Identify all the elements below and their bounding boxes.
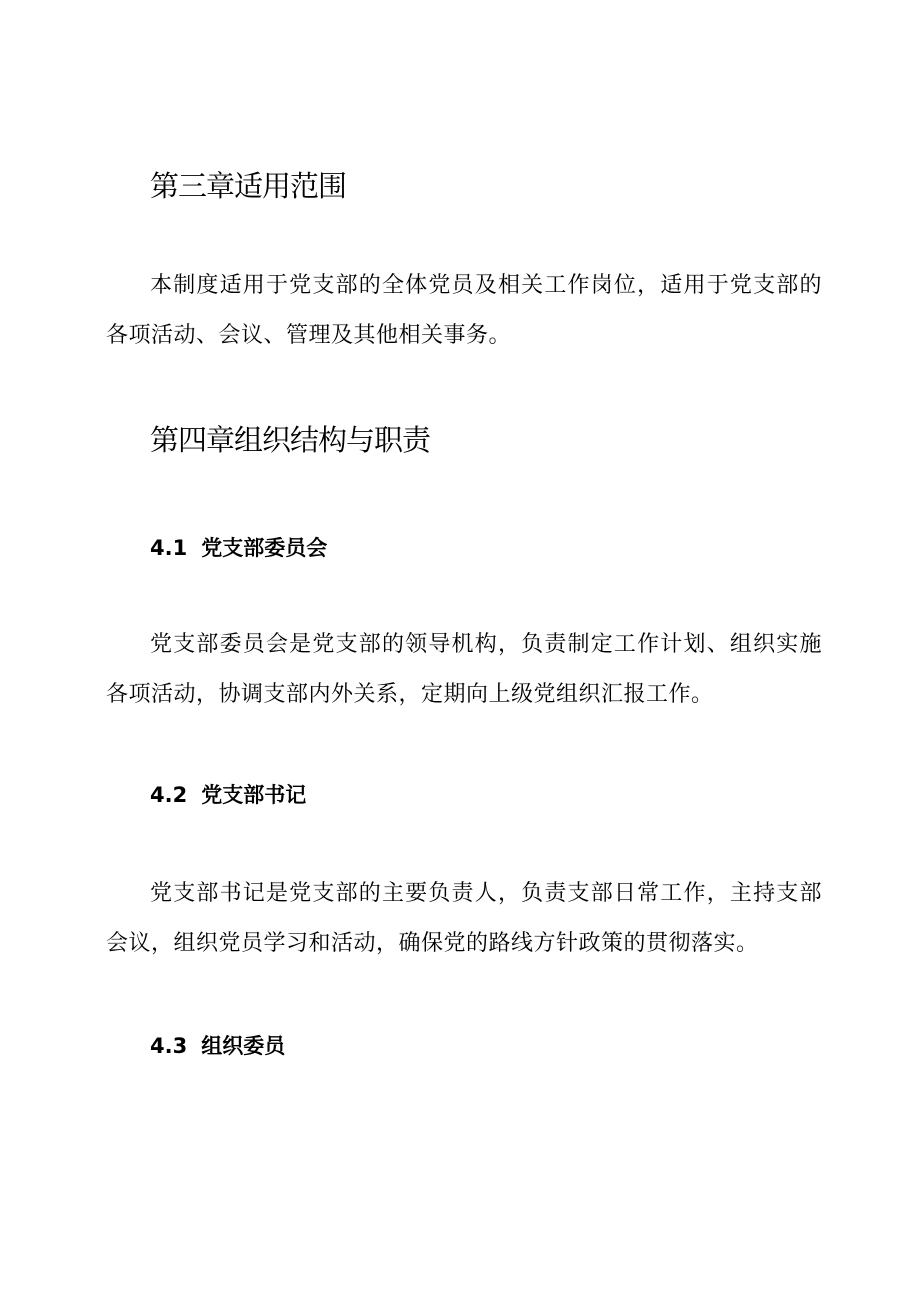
section-4-1-title: 党支部委员会 [201, 536, 328, 560]
section-4-1-paragraph: 党支部委员会是党支部的领导机构，负责制定工作计划、组织实施各项活动，协调支部内外关系，定期向上级党组织汇报工作。 [106, 632, 822, 707]
section-4-2-paragraph: 党支部书记是党支部的主要负责人，负责支部日常工作，主持支部会议，组织党员学习和活动，确保党的路线方针政策的贯彻落实。 [106, 881, 822, 956]
section-4-3-number: 4.3 [150, 1034, 188, 1058]
section-4-2-heading [150, 780, 306, 810]
chapter-4-title: 第四章组织结构与职责 [150, 423, 431, 457]
section-4-1-number: 4.1 [150, 536, 188, 560]
section-4-2-title: 党支部书记 [201, 783, 307, 807]
chapter-3-title: 第三章适用范围 [150, 169, 347, 203]
section-4-3-title: 组织委员 [201, 1034, 286, 1058]
section-4-1-heading [150, 533, 327, 563]
chapter-3-paragraph: 本制度适用于党支部的全体党员及相关工作岗位，适用于党支部的各项活动、会议、管理及其他相关事务。 [106, 273, 822, 348]
section-4-3-heading [150, 1031, 285, 1061]
section-4-2-number: 4.2 [150, 783, 188, 807]
